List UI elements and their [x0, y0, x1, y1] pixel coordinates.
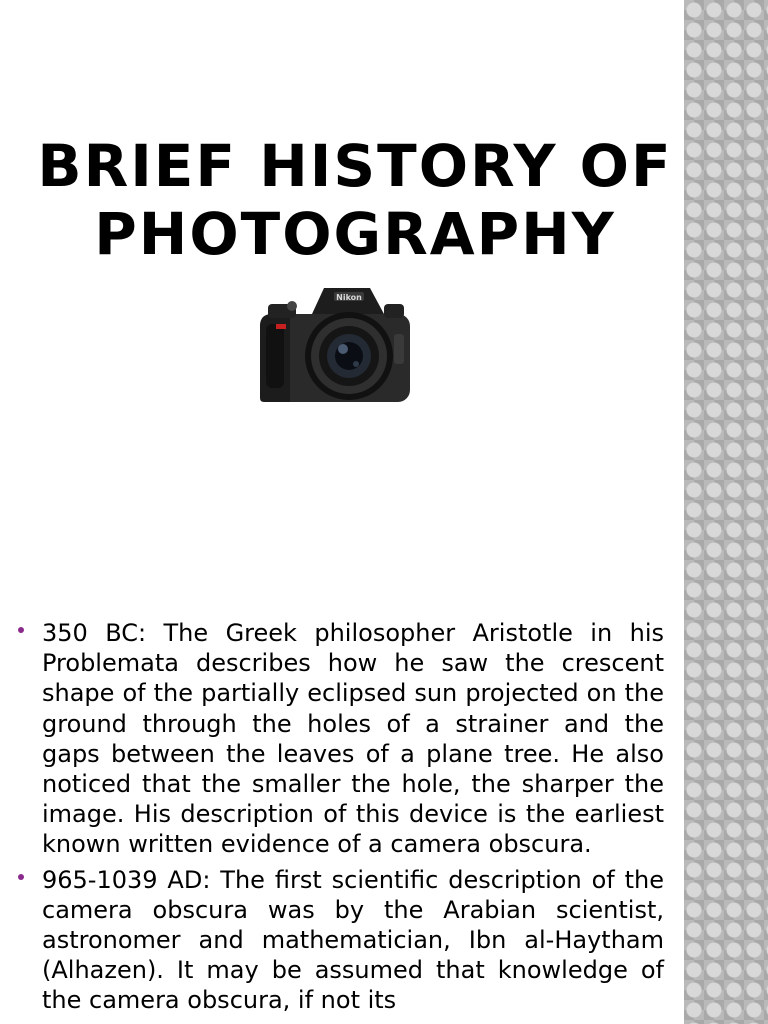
bullet-point-icon — [18, 627, 24, 633]
bullet-list — [18, 618, 664, 1021]
bullet-text: 965-1039 AD: The first scientific description of the camera obscura was by the Arabian scientist, astronomer and mathematician, Ibn al-Haytham (Alhazen). It may be assumed that knowledge of the camera obscura, if not its — [42, 865, 664, 1015]
camera-icon — [252, 284, 414, 408]
bullet-point-icon — [18, 874, 24, 880]
bullet-item — [18, 865, 664, 1016]
bullet-item — [18, 618, 664, 860]
decorative-side-pattern — [684, 0, 768, 1024]
camera-brand-text: Nikon — [336, 293, 362, 302]
bullet-text: 350 BC: The Greek philosopher Aristotle in his Problemata describes how he saw the crescent shape of the partially eclipsed sun projected on the ground through the holes of a strainer and the gaps between the leaves of a plane tree. He also noticed that the smaller the hole, the sharper the image. His description of this device is the earliest known written evidence of a camera obscura. — [42, 619, 664, 859]
slide-title: BRIEF HISTORY OF PHOTOGRAPHY — [37, 132, 673, 268]
